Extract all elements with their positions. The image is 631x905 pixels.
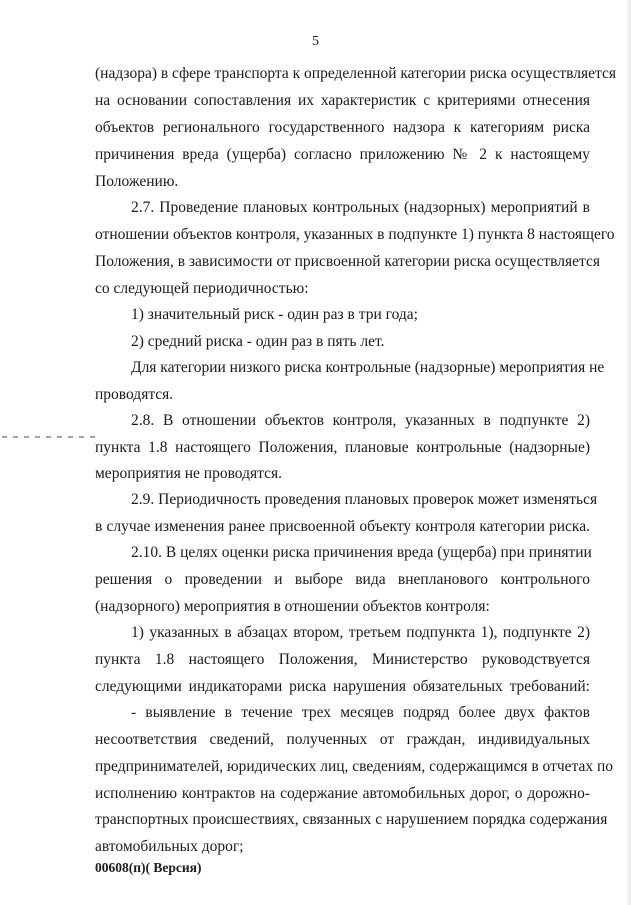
text-line: 1) указанных в абзацах втором, третьем подпункта 1), подпункте 2) [131, 624, 590, 641]
text-line: причинения вреда (ущерба) согласно приложению № 2 к настоящему [95, 146, 590, 163]
text-line: 2.7. Проведение плановых контрольных (надзорных) мероприятий в [131, 199, 590, 216]
text-line: объектов регионального государственного надзора к категориям риска [95, 119, 590, 136]
text-line: Положения, в зависимости от присвоенной категории риска осуществляется [95, 253, 600, 270]
text-line: 2.8. В отношении объектов контроля, указанных в подпункте 2) [131, 412, 590, 429]
document-code: 00608(п)( [95, 860, 151, 875]
text-line: (надзорного) мероприятия в отношении объектов контроля: [95, 598, 490, 615]
text-line: проводятся. [95, 386, 174, 403]
text-line: пункта 1.8 настоящего Положения, Министерство руководствуется [95, 651, 590, 668]
text-line: (надзора) в сфере транспорта к определенной категории риска осуществляется [95, 65, 616, 82]
document-version: Версия) [150, 860, 202, 875]
text-line: мероприятия не проводятся. [95, 465, 282, 482]
text-line: в случае изменения ранее присвоенной объекту контроля категории риска. [95, 518, 590, 535]
text-line: транспортных происшествиях, связанных с нарушением порядка содержания [95, 811, 608, 828]
scan-edge-shadow [625, 0, 631, 905]
text-line: 2.9. Периодичность проведения плановых проверок может изменяться [131, 491, 598, 508]
text-line: Для категории низкого риска контрольные (надзорные) мероприятия не [131, 359, 605, 376]
page-number: 5 [312, 34, 319, 49]
scan-dash-mark [2, 436, 97, 438]
text-line: несоответствия сведений, полученных от граждан, индивидуальных [95, 731, 590, 748]
text-line: со следующей периодичностью: [95, 280, 309, 297]
document-footer [95, 860, 201, 876]
text-line: предпринимателей, юридических лиц, сведениям, содержащимся в отчетах по [95, 758, 614, 775]
text-line: на основании сопоставления их характеристик с критериями отнесения [95, 92, 590, 109]
text-line: отношении объектов контроля, указанных в подпункте 1) пункта 8 настоящего [95, 226, 615, 243]
text-line: 2.10. В целях оценки риска причинения вреда (ущерба) при принятии [131, 544, 592, 561]
text-line: 1) значительный риск - один раз в три года; [131, 306, 418, 323]
text-line: - выявление в течение трех месяцев подряд более двух фактов [131, 704, 590, 721]
text-line: Положению. [95, 173, 179, 190]
text-line: пункта 1.8 настоящего Положения, плановые контрольные (надзорные) [95, 439, 590, 456]
text-line: автомобильных дорог; [95, 838, 244, 855]
text-line: решения о проведении и выборе вида внепланового контрольного [95, 571, 590, 588]
text-line: исполнению контрактов на содержание автомобильных дорог, о дорожно- [95, 785, 590, 802]
text-line: 2) средний риска - один раз в пять лет. [131, 333, 385, 350]
text-line: следующими индикаторами риска нарушения обязательных требований: [95, 678, 590, 695]
